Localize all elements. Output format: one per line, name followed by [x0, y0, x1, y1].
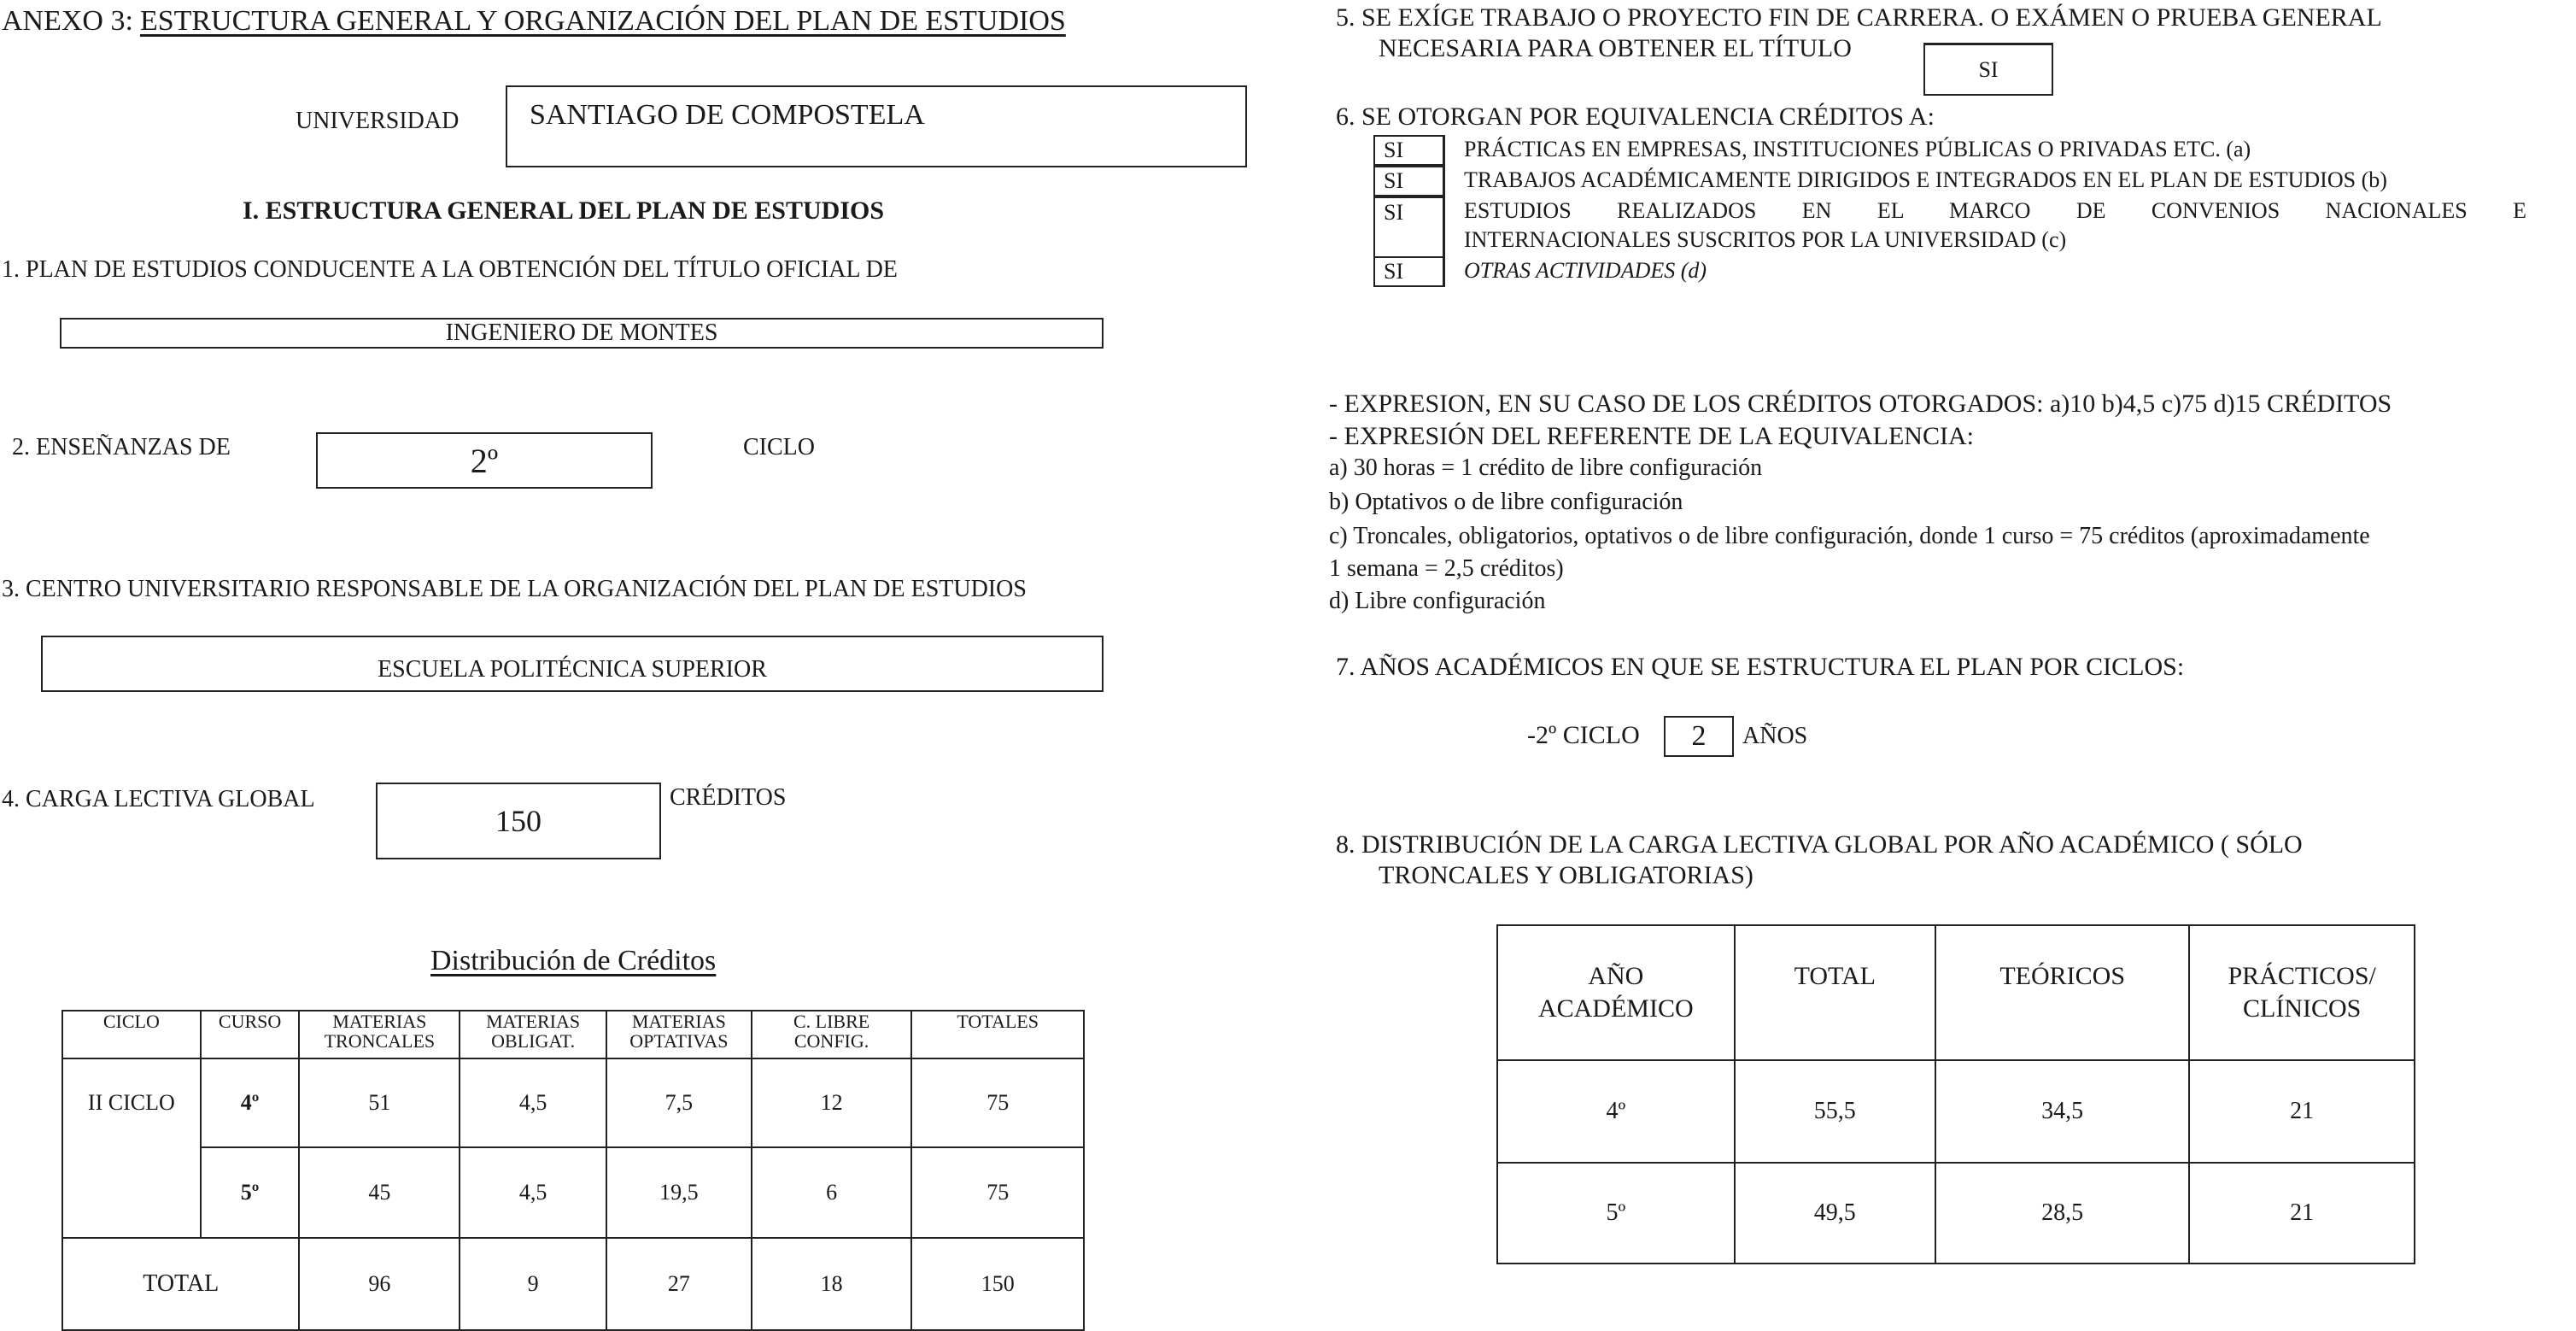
header-troncales-l1: MATERIAS — [332, 1011, 427, 1032]
distribution-table — [61, 1010, 1085, 1331]
header-curso: CURSO — [201, 1011, 300, 1058]
global-load-suffix: CRÉDITOS — [670, 784, 787, 811]
item7-text: 7. AÑOS ACADÉMICOS EN QUE SE ESTRUCTURA EL PLAN POR CICLOS: — [1336, 653, 2185, 681]
table-cell: 75 — [911, 1147, 1084, 1238]
table-cell: 27 — [606, 1238, 752, 1330]
curso-cell: 5º — [201, 1147, 300, 1238]
annex-heading — [2, 5, 1066, 38]
header-optativas-l2: OPTATIVAS — [629, 1030, 729, 1052]
thesis-required-value: SI — [1978, 56, 1999, 82]
item8-line2: TRONCALES Y OBLIGATORIAS) — [1379, 861, 1753, 889]
university-value: SANTIAGO DE COMPOSTELA — [530, 99, 925, 131]
header-obligat-l1: MATERIAS — [486, 1011, 581, 1032]
header-practicos — [2189, 925, 2415, 1060]
university-box — [506, 85, 1247, 167]
table-cell: 34,5 — [1935, 1060, 2189, 1163]
university-label: UNIVERSIDAD — [296, 108, 460, 134]
header-practicos-l2: CLÍNICOS — [2243, 994, 2362, 1023]
table-cell: 75 — [911, 1058, 1084, 1147]
global-load-box — [376, 783, 661, 859]
option-b-text: TRABAJOS ACADÉMICAMENTE DIRIGIDOS E INTEGRADOS EN EL PLAN DE ESTUDIOS (b) — [1464, 167, 2387, 192]
distribution-title: Distribución de Créditos — [430, 945, 717, 976]
header-total: TOTAL — [1735, 925, 1935, 1060]
header-teoricos: TEÓRICOS — [1935, 925, 2189, 1060]
header-libre-l2: CONFIG. — [793, 1030, 869, 1052]
table-cell: 55,5 — [1735, 1060, 1935, 1163]
header-ano — [1497, 925, 1735, 1060]
expression-c2: 1 semana = 2,5 créditos) — [1329, 555, 1564, 582]
table-row — [1497, 1060, 2415, 1163]
center-box — [41, 636, 1104, 692]
option-a-text: PRÁCTICAS EN EMPRESAS, INSTITUCIONES PÚBLICAS O PRIVADAS ETC. (a) — [1464, 137, 2251, 161]
header-totales: TOTALES — [911, 1011, 1084, 1058]
header-ciclo: CICLO — [62, 1011, 201, 1058]
header-troncales — [299, 1011, 460, 1058]
table-cell: 4,5 — [460, 1147, 606, 1238]
table-total-row — [62, 1238, 1084, 1330]
option-c-text2: INTERNACIONALES SUSCRITOS POR LA UNIVERSIDAD (c) — [1464, 227, 2067, 252]
option-d-flag: SI — [1373, 256, 1445, 287]
table-cell: 150 — [911, 1238, 1084, 1330]
center-value: ESCUELA POLITÉCNICA SUPERIOR — [378, 656, 767, 683]
table-cell: 45 — [299, 1147, 460, 1238]
table-row — [62, 1147, 1084, 1238]
expression-d: d) Libre configuración — [1329, 588, 1546, 614]
item2-text: 2. ENSEÑANZAS DE — [12, 434, 231, 460]
table-cell: 7,5 — [606, 1058, 752, 1147]
cycle-box — [316, 432, 653, 489]
expression-line2: - EXPRESIÓN DEL REFERENTE DE LA EQUIVALENCIA: — [1329, 422, 1974, 450]
years-box — [1664, 716, 1734, 757]
year-cell: 4º — [1497, 1060, 1735, 1163]
item4-text: 4. CARGA LECTIVA GLOBAL — [2, 786, 315, 812]
option-a-flag: SI — [1373, 135, 1445, 166]
table-cell: 49,5 — [1735, 1163, 1935, 1264]
table-cell: 6 — [752, 1147, 912, 1238]
header-optativas-l1: MATERIAS — [631, 1011, 726, 1032]
option-b-flag: SI — [1373, 166, 1445, 196]
annex-prefix: ANEXO 3: — [2, 5, 133, 37]
table-cell: 96 — [299, 1238, 460, 1330]
item5-line2: NECESARIA PARA OBTENER EL TÍTULO — [1379, 34, 1852, 62]
header-practicos-l1: PRÁCTICOS/ — [2228, 962, 2376, 990]
year-cell: 5º — [1497, 1163, 1735, 1264]
cycle-value: 2º — [470, 441, 499, 480]
table-cell: 19,5 — [606, 1147, 752, 1238]
item6-text: 6. SE OTORGAN POR EQUIVALENCIA CRÉDITOS A: — [1336, 103, 1935, 131]
table-cell: 4,5 — [460, 1058, 606, 1147]
table-row — [1497, 1163, 2415, 1264]
global-load-value: 150 — [495, 804, 542, 838]
total-label: TOTAL — [62, 1238, 299, 1330]
table-cell: 9 — [460, 1238, 606, 1330]
table-cell: 51 — [299, 1058, 460, 1147]
header-libre-l1: C. LIBRE — [793, 1011, 870, 1032]
expression-a: a) 30 horas = 1 crédito de libre configuración — [1329, 454, 1763, 481]
table-cell: 18 — [752, 1238, 912, 1330]
annual-load-table — [1496, 924, 2415, 1264]
expression-b: b) Optativos o de libre configuración — [1329, 489, 1683, 515]
table-cell: 21 — [2189, 1060, 2415, 1163]
table-cell: 28,5 — [1935, 1163, 2189, 1264]
option-c-flag: SI — [1373, 196, 1445, 258]
degree-title-value: INGENIERO DE MONTES — [445, 320, 718, 346]
years-value: 2 — [1691, 720, 1707, 752]
table-cell: 12 — [752, 1058, 912, 1147]
item8-line1: 8. DISTRIBUCIÓN DE LA CARGA LECTIVA GLOBAL POR AÑO ACADÉMICO ( SÓLO — [1336, 830, 2303, 859]
expression-line1: - EXPRESION, EN SU CASO DE LOS CRÉDITOS OTORGADOS: a)10 b)4,5 c)75 d)15 CRÉDITOS — [1329, 390, 2392, 418]
section1-heading: I. ESTRUCTURA GENERAL DEL PLAN DE ESTUDIOS — [243, 196, 885, 225]
header-troncales-l2: TRONCALES — [324, 1030, 436, 1052]
header-obligat-l2: OBLIGAT. — [491, 1030, 576, 1052]
curso-cell: 4º — [201, 1058, 300, 1147]
item7-ciclo-label: -2º CICLO — [1527, 721, 1640, 749]
annex-title: ESTRUCTURA GENERAL Y ORGANIZACIÓN DEL PLAN DE ESTUDIOS — [139, 5, 1066, 37]
ciclo-cell: II CICLO — [62, 1058, 201, 1238]
annual-header-row — [1497, 925, 2415, 1060]
option-d-text: OTRAS ACTIVIDADES (d) — [1464, 258, 1707, 283]
table-cell: 21 — [2189, 1163, 2415, 1264]
thesis-required-box — [1923, 43, 2053, 96]
item5-line1: 5. SE EXÍGE TRABAJO O PROYECTO FIN DE CARRERA. O EXÁMEN O PRUEBA GENERAL — [1336, 3, 2382, 32]
distribution-header-row — [62, 1011, 1084, 1058]
header-optativas — [606, 1011, 752, 1058]
degree-title-box — [60, 318, 1104, 349]
table-row — [62, 1058, 1084, 1147]
option-c-text: ESTUDIOS REALIZADOS EN EL MARCO DE CONVENIOS NACIONALES E — [1464, 198, 2526, 223]
item1-text: 1. PLAN DE ESTUDIOS CONDUCENTE A LA OBTENCIÓN DEL TÍTULO OFICIAL DE — [2, 256, 898, 283]
expression-c1: c) Troncales, obligatorios, optativos o de libre configuración, donde 1 curso = 75 créditos (aproximadamente — [1329, 523, 2370, 549]
header-ano-l2: ACADÉMICO — [1537, 994, 1694, 1023]
years-suffix: AÑOS — [1742, 723, 1808, 749]
header-obligat — [460, 1011, 606, 1058]
header-ano-l1: AÑO — [1588, 962, 1644, 990]
item3-text: 3. CENTRO UNIVERSITARIO RESPONSABLE DE LA ORGANIZACIÓN DEL PLAN DE ESTUDIOS — [2, 576, 1027, 602]
cycle-suffix: CICLO — [743, 434, 815, 460]
header-libre — [752, 1011, 912, 1058]
